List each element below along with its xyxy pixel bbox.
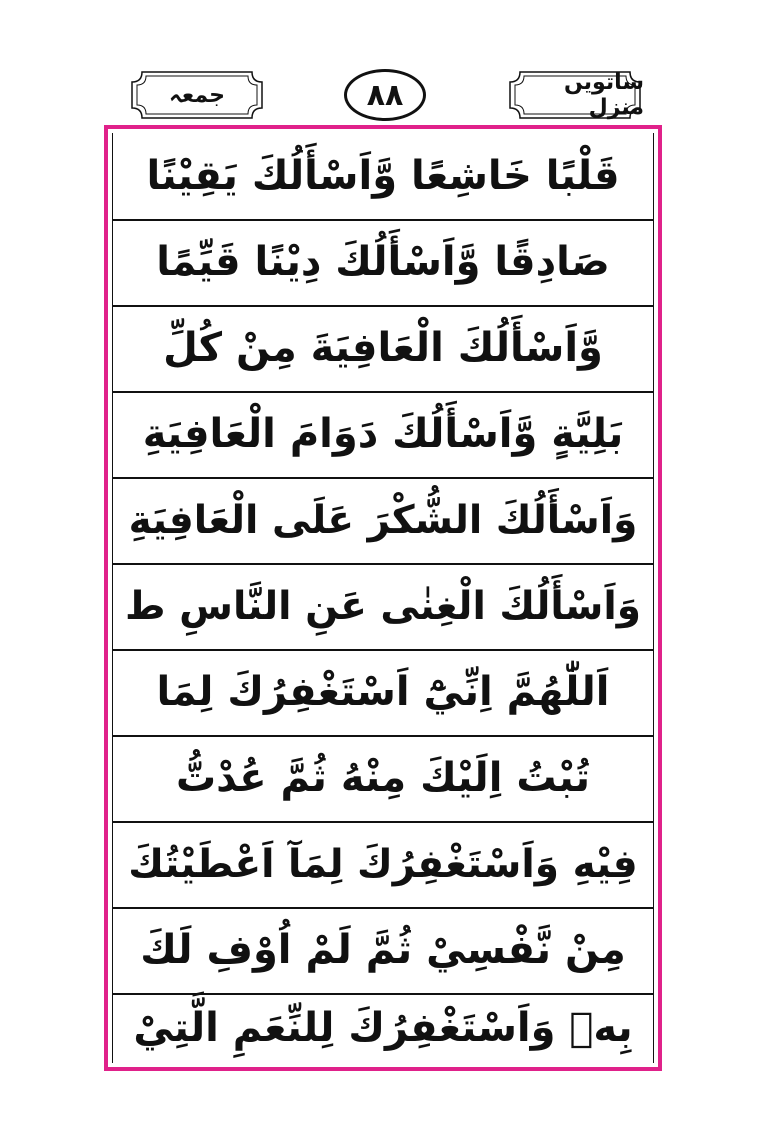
text-line-2 <box>113 219 653 307</box>
text-line-8 <box>113 735 653 823</box>
day-label: جمعہ <box>169 82 225 108</box>
line-text: قَلْبًا خَاشِعًا وَّاَسْأَلُكَ يَقِيْنًا <box>146 153 620 199</box>
text-line-5 <box>113 477 653 565</box>
page-number: ٨٨ <box>344 69 426 121</box>
line-text: وَّاَسْأَلُكَ الْعَافِيَةَ مِنْ كُلِّ <box>163 325 603 371</box>
text-frame <box>104 125 662 1071</box>
line-text: وَاَسْأَلُكَ الْغِنٰى عَنِ النَّاسِ ط <box>125 583 641 629</box>
text-line-1 <box>113 133 653 221</box>
text-line-4 <box>113 391 653 479</box>
day-label-box <box>128 68 266 122</box>
line-text: بَلِيَّةٍ وَّاَسْأَلُكَ دَوَامَ الْعَافِيَةِ <box>142 411 624 457</box>
page-header <box>0 60 772 130</box>
text-lines <box>112 133 654 1063</box>
line-text: اَللّٰهُمَّ اِنِّيْٓ اَسْتَغْفِرُكَ لِمَا <box>156 669 610 715</box>
line-text: صَادِقًا وَّاَسْأَلُكَ دِيْنًا قَيِّمًا <box>156 239 610 285</box>
manzil-label: ساتویں منزل <box>563 70 644 120</box>
line-text: تُبْتُ اِلَيْكَ مِنْهُ ثُمَّ عُدْتُّ <box>175 755 591 801</box>
text-line-11 <box>113 993 653 1063</box>
line-text: مِنْ نَّفْسِيْ ثُمَّ لَمْ اُوْفِ لَكَ <box>140 927 626 973</box>
line-text: فِيْهِ وَاَسْتَغْفِرُكَ لِمَآ اَعْطَيْتُكَ <box>128 841 638 887</box>
text-line-6 <box>113 563 653 651</box>
line-text: بِهٖ وَاَسْتَغْفِرُكَ لِلنِّعَمِ الَّتِيْ <box>133 1005 633 1051</box>
text-line-9 <box>113 821 653 909</box>
manzil-label-box <box>506 68 644 122</box>
text-line-3 <box>113 305 653 393</box>
text-line-10 <box>113 907 653 995</box>
line-text: وَاَسْأَلُكَ الشُّكْرَ عَلَى الْعَافِيَةِ <box>128 497 638 543</box>
text-line-7 <box>113 649 653 737</box>
